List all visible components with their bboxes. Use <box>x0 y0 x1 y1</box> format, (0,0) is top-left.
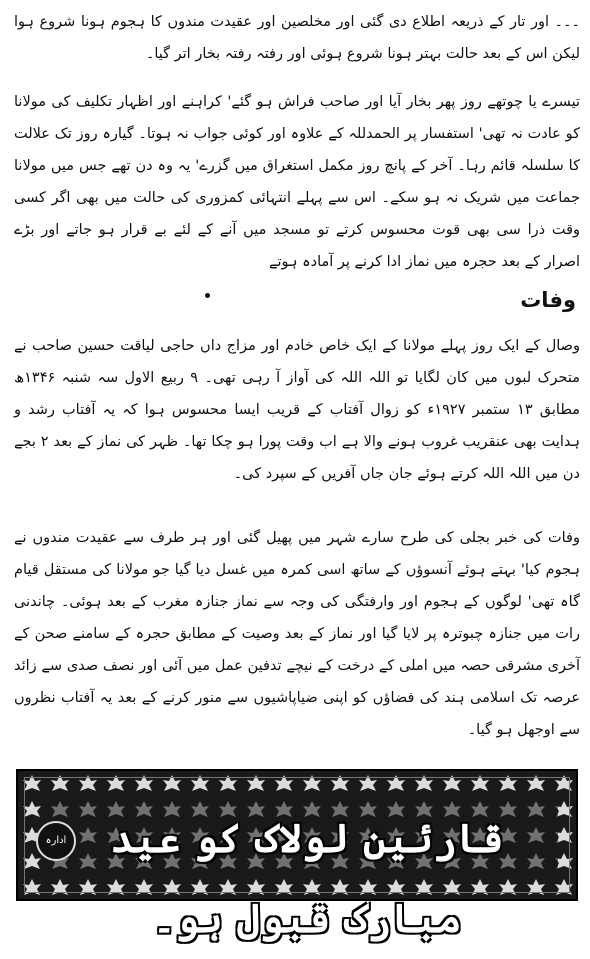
ornament-dot <box>205 293 210 298</box>
section-heading: وفات <box>520 288 576 312</box>
intro-paragraph: ۔۔۔ اور تار کے ذریعہ اطلاع دی گئی اور مخلصین اور عقیدت مندوں کا ہجوم ہونا شروع ہوا لیکن اس کے بعد حالت بہتر ہونا شروع ہوئی اور رفتہ رفتہ بخار اتر گیا۔ <box>14 14 580 62</box>
death-paragraph: وصال کے ایک روز پہلے مولانا کے ایک خاص خادم اور مزاج داں حاجی لیاقت حسین صاحب نے متحرک لبوں میں کان لگایا تو اللہ اللہ کی آواز آ رہی تھی۔ ۹ ربیع الاول سہ شنبہ ۱۳۴۶ھ مطابق ۱۳ ستمبر ۱۹۲۷ء کو زوال آفتاب کے قریب ایسا محسوس ہوا کہ یہ آفتاب رشد و ہدایت بھی عنقریب غروب ہونے والا ہے اب وقت پورا ہو چکا تھا۔ ظہر کی نماز کے بعد ۲ بجے دن میں اللہ اللہ کرتے ہوئے جان جاں آفریں کے سپرد کی۔ <box>14 338 580 482</box>
burial-paragraph: وفات کی خبر بجلی کی طرح سارے شہر میں پھیل گئی اور ہر طرف سے عقیدت مندوں نے ہجوم کیا' بہتے ہوئے آنسوؤں کے ساتھ اسی کمرہ میں غسل دیا گیا جو مولانا کی مستقل قیام گاہ تھی' لوگوں کے ہجوم اور وارفتگی کی وجہ سے نماز جنازہ مغرب کے بعد ہوئی۔ چاندنی رات میں جنازہ چبوترہ پر لایا گیا اور نماز کے بعد وصیت کے مطابق حجرہ کے سامنے صحن کے آخری مشرقی حصہ میں املی کے درخت کے نیچے تدفین عمل میں آئی اور نصف صدی سے زائد عرصہ تک اسلامی ہند کی فضاؤں کو اپنی ضیاپاشیوں سے منور کرنے کے بعد یہ آفتاب نظروں سے اوجھل ہو گیا۔ <box>14 530 580 738</box>
illness-paragraph: تیسرے یا چوتھے روز پھر بخار آیا اور صاحب فراش ہو گئے' کراہنے اور اظہار تکلیف کی مولانا کو عادت نہ تھی' استفسار پر الحمدللہ کے علاوہ اور کوئی جواب نہ ہوتا۔ گیارہ روز تک علالت کا سلسلہ قائم رہا۔ آخر کے پانچ روز مکمل استغراق میں گزرے' یہ وہ دن تھے جس میں مولانا جماعت میں شریک نہ ہو سکے۔ اس سے پہلے انتہائی کمزوری کی حالت میں بھی اگر کسی وقت ذرا سی بھی قوت محسوس کرتے تو مسجد میں آنے کے لئے بے قرار ہو جاتے اور بڑے اصرار کے بعد حجرہ میں نماز ادا کرنے پر آمادہ ہوتے <box>14 94 580 270</box>
eid-greeting-banner <box>16 769 578 942</box>
banner-title: قارئین لولاک کو عید مبارک قبول ہو۔ <box>110 815 504 942</box>
idara-badge: ادارہ <box>36 821 76 861</box>
